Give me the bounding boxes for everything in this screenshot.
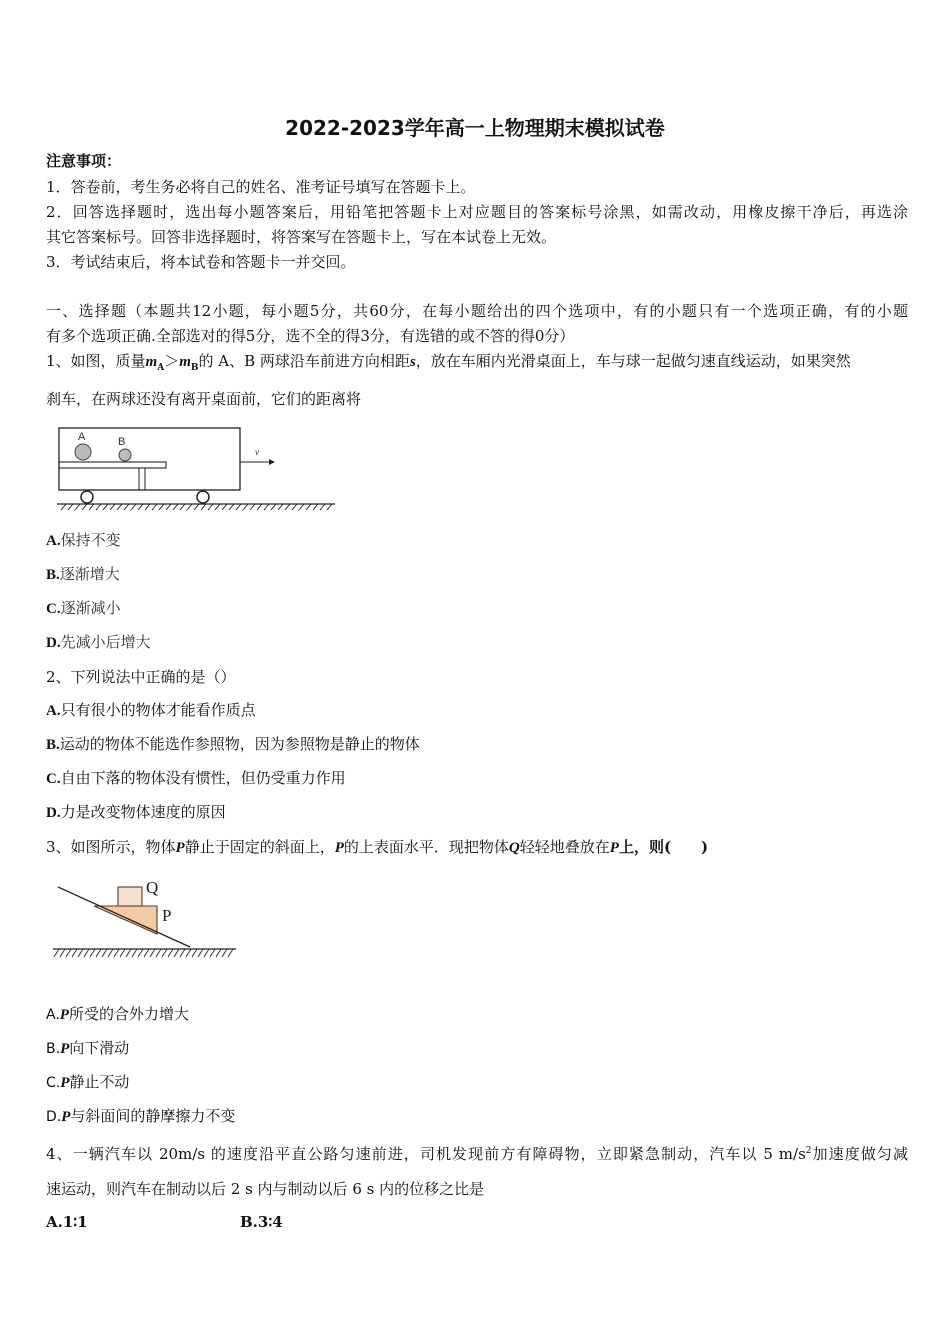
page-title: 2022-2023学年高一上物理期末模拟试卷 — [285, 116, 665, 140]
q1-mass-a: m — [145, 354, 158, 370]
q1-sub-a: A — [157, 363, 165, 373]
q1-sub-b: B — [190, 363, 199, 373]
q3-option-b: B.P向下滑动 — [46, 1039, 130, 1057]
q3-label-q: Q — [146, 878, 159, 897]
q2-option-b: B.运动的物体不能选作参照物，因为参照物是静止的物体 — [46, 735, 420, 753]
q2-option-c: C.自由下落的物体没有惯性，但仍受重力作用 — [46, 769, 346, 787]
question-4-stem: 4、一辆汽车以 20m/s 的速度沿平直公路匀速前进，司机发现前方有障碍物，立即紧急制动，汽车以 5 $m/s^2$加速度做匀减 — [46, 1145, 908, 1163]
notice-item: 3．考试结束后，将本试卷和答题卡一并交回。 — [46, 253, 356, 271]
notice-item: 其它答案标号。回答非选择题时，将答案写在答题卡上，写在本试卷上无效。 — [46, 228, 557, 246]
q4-option-b: B.3∶4 — [240, 1213, 283, 1231]
q3-option-c: C.P静止不动 — [46, 1073, 130, 1091]
q3-option-a: A.P所受的合外力增大 — [46, 1005, 189, 1023]
q1-option-a: A.保持不变 — [46, 531, 121, 549]
q1-rest: ，放在车厢内光滑桌面上，车与球一起做匀速直线运动，如果突然 — [415, 352, 851, 370]
notice-heading: 注意事项： — [46, 152, 122, 170]
q3-incline-figure — [50, 877, 245, 962]
notice-item: 1．答卷前，考生务必将自己的姓名、准考证号填写在答题卡上。 — [46, 178, 476, 196]
q1-gt: ＞ — [164, 352, 180, 370]
q1-mass-b: m — [179, 354, 191, 370]
q1-prefix: 1、如图，质量 — [46, 352, 146, 370]
question-2-stem: 2、下列说法中正确的是（） — [46, 668, 236, 686]
q3-label-p: P — [162, 906, 172, 925]
section-heading-cont: 有多个选项正确.全部选对的得5分，选不全的得3分，有选错的或不答的得0分） — [46, 327, 575, 345]
q2-option-a: A.只有很小的物体才能看作质点 — [46, 701, 256, 719]
question-1-stem — [46, 352, 908, 377]
q1-option-b: B.逐渐增大 — [46, 565, 120, 583]
q1-cart-figure — [52, 424, 352, 519]
question-3-stem: 3、如图所示，物体P静止于固定的斜面上，P的上表面水平．现把物体Q轻轻地叠放在P上，则( ) — [46, 838, 709, 856]
q4-option-a: A.1∶1 — [46, 1213, 88, 1231]
notice-item: 2．回答选择题时，选出每小题答案后，用铅笔把答题卡上对应题目的答案标号涂黑，如需改动，用橡皮擦干净后，再选涂 — [46, 203, 908, 221]
q4-options — [46, 1213, 908, 1231]
q1-label-b: B — [118, 436, 126, 448]
section-heading: 一、选择题（本题共12小题，每小题5分，共60分，在每小题给出的四个选项中，有的小题只有一个选项正确，有的小题 — [46, 302, 908, 320]
q1-option-d: D.先减小后增大 — [46, 633, 151, 651]
q2-option-d: D.力是改变物体速度的原因 — [46, 803, 226, 821]
q1-label-a: A — [78, 431, 86, 443]
q1-option-c: C.逐渐减小 — [46, 599, 121, 617]
q1-distance-var: s — [409, 354, 416, 370]
q3-option-d: D.P与斜面间的静摩擦力不变 — [46, 1107, 236, 1125]
q1-label-v: v — [255, 447, 259, 457]
question-1-stem-cont: 刹车，在两球还没有离开桌面前，它们的距离将 — [46, 390, 362, 408]
question-4-stem-cont: 速运动，则汽车在制动以后 2 s 内与制动以后 6 s 内的位移之比是 — [46, 1180, 485, 1198]
q1-mid: 的 A、B 两球沿车前进方向相距 — [198, 352, 410, 370]
